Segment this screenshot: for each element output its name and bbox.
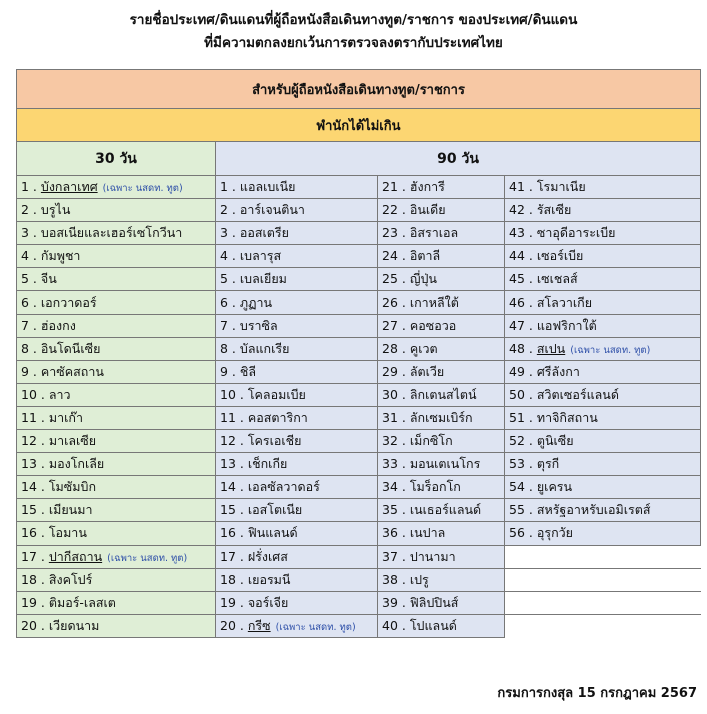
country-cell — [17, 176, 216, 199]
country-name: จอร์เจีย — [247, 594, 289, 610]
country-name: เวียดนาม — [48, 617, 100, 633]
table-row — [17, 499, 701, 522]
country-cell — [378, 383, 505, 406]
country-cell — [505, 453, 701, 476]
country-number: 34 . — [382, 479, 406, 495]
country-name: ทาจิกิสถาน — [536, 409, 598, 425]
country-name: แอลเบเนีย — [239, 179, 296, 195]
country-cell — [216, 453, 378, 476]
country-number: 12 . — [21, 433, 45, 449]
country-name: คูเวต — [409, 340, 438, 356]
country-name: สโลวาเกีย — [536, 294, 593, 310]
country-name: ฝรั่งเศส — [247, 548, 288, 564]
country-number: 36 . — [382, 525, 406, 541]
country-number: 13 . — [220, 456, 244, 472]
country-number: 16 . — [220, 525, 244, 541]
diplomatic-only-note: (เฉพาะ นสดท. ทูต) — [275, 621, 356, 633]
country-number: 18 . — [220, 571, 244, 587]
country-name: มองโกเลีย — [48, 456, 105, 472]
country-name: สหรัฐอาหรับเอมิเรตส์ — [536, 502, 651, 518]
country-cell — [216, 568, 378, 591]
country-number: 53 . — [509, 456, 533, 472]
country-cell — [17, 291, 216, 314]
country-cell — [378, 245, 505, 268]
country-number: 28 . — [382, 340, 406, 356]
country-number: 16 . — [21, 525, 45, 541]
table-row — [17, 591, 701, 614]
country-cell — [378, 222, 505, 245]
country-name: ซาอุดีอาระเบีย — [536, 225, 616, 241]
country-name: เปรู — [409, 571, 429, 587]
country-name: บรูไน — [40, 202, 71, 218]
table-row — [17, 545, 701, 568]
country-number: 43 . — [509, 225, 533, 241]
table-row — [17, 476, 701, 499]
country-name: ญี่ปุ่น — [409, 271, 437, 287]
country-number: 7 . — [220, 317, 236, 333]
country-number: 3 . — [21, 225, 37, 241]
country-number: 41 . — [509, 179, 533, 195]
country-name: คอสตาริกา — [247, 409, 308, 425]
country-cell — [378, 314, 505, 337]
country-name: ลักเซมเบิร์ก — [409, 409, 473, 425]
column-header-90-days: 90 วัน — [216, 142, 701, 176]
country-name: ลิกเตนสไตน์ — [409, 386, 477, 402]
country-number: 11 . — [21, 409, 45, 425]
country-name: ยูเครน — [536, 479, 573, 495]
country-name: โปแลนด์ — [409, 617, 457, 633]
country-name: ฟินแลนด์ — [247, 525, 298, 541]
country-number: 14 . — [21, 479, 45, 495]
country-name: คาซัคสถาน — [40, 363, 104, 379]
table-row — [17, 337, 701, 360]
country-number: 1 . — [21, 179, 37, 195]
table-row — [17, 406, 701, 429]
country-number: 42 . — [509, 202, 533, 218]
country-name: อุรุกวัย — [536, 525, 573, 541]
country-cell — [505, 222, 701, 245]
country-cell — [216, 199, 378, 222]
country-number: 3 . — [220, 225, 236, 241]
country-number: 2 . — [220, 202, 236, 218]
country-cell — [378, 199, 505, 222]
empty-cell — [505, 545, 701, 568]
country-number: 49 . — [509, 363, 533, 379]
country-cell — [17, 522, 216, 545]
country-cell — [216, 591, 378, 614]
country-number: 29 . — [382, 363, 406, 379]
country-name: สิงคโปร์ — [48, 571, 93, 587]
country-name: อินโดนีเซีย — [40, 340, 101, 356]
country-cell — [505, 476, 701, 499]
country-number: 8 . — [21, 340, 37, 356]
country-name: สวิตเซอร์แลนด์ — [536, 386, 619, 402]
country-name: อิตาลี — [409, 248, 441, 264]
country-cell — [17, 314, 216, 337]
country-cell — [378, 591, 505, 614]
country-name: โอมาน — [48, 525, 87, 541]
country-name: กรีซ — [247, 617, 271, 633]
table-row — [17, 199, 701, 222]
country-number: 33 . — [382, 456, 406, 472]
country-cell — [505, 199, 701, 222]
country-name: เอสโตเนีย — [247, 502, 303, 518]
country-number: 20 . — [21, 617, 45, 633]
country-number: 1 . — [220, 179, 236, 195]
country-cell — [17, 591, 216, 614]
country-cell — [216, 245, 378, 268]
country-name: คอซอวอ — [409, 317, 457, 333]
country-cell — [505, 337, 701, 360]
country-name: อิสราเอล — [409, 225, 459, 241]
country-number: 44 . — [509, 248, 533, 264]
country-cell — [378, 614, 505, 637]
footer-source-date: กรมการกงสุล 15 กรกฎาคม 2567 — [497, 686, 697, 701]
country-number: 13 . — [21, 456, 45, 472]
country-cell — [378, 291, 505, 314]
country-number: 35 . — [382, 502, 406, 518]
country-cell — [17, 360, 216, 383]
country-name: ฟิลิปปินส์ — [409, 594, 459, 610]
country-name: เซเชลส์ — [536, 271, 578, 287]
country-cell — [216, 268, 378, 291]
country-name: โคลอมเบีย — [247, 386, 306, 402]
country-name: รัสเซีย — [536, 202, 572, 218]
country-number: 23 . — [382, 225, 406, 241]
country-cell — [216, 430, 378, 453]
country-name: ออสเตรีย — [239, 225, 289, 241]
country-number: 4 . — [21, 248, 37, 264]
country-name: เอกวาดอร์ — [40, 294, 97, 310]
country-name: โรมาเนีย — [536, 179, 586, 195]
country-number: 10 . — [21, 386, 45, 402]
country-number: 30 . — [382, 386, 406, 402]
country-name: มอนเตเนโกร — [409, 456, 481, 472]
country-name: ภูฏาน — [239, 294, 273, 310]
country-cell — [378, 176, 505, 199]
country-name: เยอรมนี — [247, 571, 291, 587]
country-name: กัมพูชา — [40, 248, 81, 264]
country-cell — [216, 545, 378, 568]
country-cell — [378, 406, 505, 429]
country-cell — [378, 453, 505, 476]
empty-cell — [505, 614, 701, 637]
page-title-line-2: ที่มีความตกลงยกเว้นการตรวจลงตรากับประเทศไทย — [204, 35, 503, 51]
country-number: 32 . — [382, 433, 406, 449]
country-name: บัลแกเรีย — [239, 340, 290, 356]
country-cell — [17, 545, 216, 568]
country-cell — [17, 614, 216, 637]
country-cell — [17, 199, 216, 222]
country-number: 24 . — [382, 248, 406, 264]
country-cell — [505, 430, 701, 453]
country-cell — [378, 360, 505, 383]
country-cell — [216, 360, 378, 383]
country-number: 40 . — [382, 617, 406, 633]
table-row — [17, 568, 701, 591]
country-cell — [17, 245, 216, 268]
country-number: 5 . — [220, 271, 236, 287]
country-cell — [216, 406, 378, 429]
country-name: เนเธอร์แลนด์ — [409, 502, 482, 518]
table-row — [17, 360, 701, 383]
country-name: ลัตเวีย — [409, 363, 445, 379]
page-title-line-1: รายชื่อประเทศ/ดินแดนที่ผู้ถือหนังสือเดินทางทูต/ราชการ ของประเทศ/ดินแดน — [129, 12, 578, 28]
country-number: 11 . — [220, 409, 244, 425]
country-cell — [505, 268, 701, 291]
country-name: ศรีลังกา — [536, 363, 580, 379]
country-number: 7 . — [21, 317, 37, 333]
country-number: 22 . — [382, 202, 406, 218]
country-number: 15 . — [21, 502, 45, 518]
table-row — [17, 614, 701, 637]
empty-cell — [505, 591, 701, 614]
country-name: ปานามา — [409, 548, 456, 564]
country-name: โครเอเชีย — [247, 433, 302, 449]
country-cell — [17, 476, 216, 499]
country-cell — [378, 499, 505, 522]
country-name: ฮังการี — [409, 179, 445, 195]
country-name: ตุรกี — [536, 456, 560, 472]
country-number: 6 . — [220, 294, 236, 310]
country-number: 48 . — [509, 340, 533, 356]
country-name: โมร็อกโก — [409, 479, 461, 495]
country-cell — [17, 268, 216, 291]
table-row — [17, 291, 701, 314]
country-name: โมซัมบิก — [48, 479, 97, 495]
country-cell — [378, 337, 505, 360]
country-number: 38 . — [382, 571, 406, 587]
country-name: เซอร์เบีย — [536, 248, 584, 264]
country-cell — [17, 453, 216, 476]
country-cell — [17, 430, 216, 453]
country-number: 4 . — [220, 248, 236, 264]
country-name: ตูนิเซีย — [536, 433, 574, 449]
country-cell — [505, 314, 701, 337]
country-cell — [505, 291, 701, 314]
country-number: 20 . — [220, 617, 244, 633]
country-name: อาร์เจนตินา — [239, 202, 305, 218]
country-number: 19 . — [21, 594, 45, 610]
country-number: 14 . — [220, 479, 244, 495]
country-number: 52 . — [509, 433, 533, 449]
country-number: 45 . — [509, 271, 533, 287]
country-number: 19 . — [220, 594, 244, 610]
country-number: 55 . — [509, 502, 533, 518]
country-number: 39 . — [382, 594, 406, 610]
country-number: 10 . — [220, 386, 244, 402]
country-cell — [505, 383, 701, 406]
country-cell — [378, 476, 505, 499]
country-name: บอสเนียและเฮอร์เซโกวีนา — [40, 225, 183, 241]
country-name: บราซิล — [239, 317, 278, 333]
country-name: เอลซัลวาดอร์ — [247, 479, 320, 495]
table-row — [17, 314, 701, 337]
country-cell — [505, 499, 701, 522]
country-number: 21 . — [382, 179, 406, 195]
country-number: 6 . — [21, 294, 37, 310]
table-row — [17, 268, 701, 291]
country-number: 9 . — [21, 363, 37, 379]
country-name: ติมอร์-เลสเต — [48, 594, 116, 610]
country-name: แอฟริกาใต้ — [536, 317, 597, 333]
country-number: 51 . — [509, 409, 533, 425]
column-header-30-days: 30 วัน — [17, 142, 216, 176]
country-cell — [216, 222, 378, 245]
country-name: ปากีสถาน — [48, 548, 103, 564]
country-number: 27 . — [382, 317, 406, 333]
country-cell — [216, 522, 378, 545]
country-number: 56 . — [509, 525, 533, 541]
country-cell — [216, 337, 378, 360]
country-cell — [17, 568, 216, 591]
country-cell — [17, 406, 216, 429]
country-cell — [378, 430, 505, 453]
country-cell — [216, 291, 378, 314]
table-row — [17, 383, 701, 406]
country-number: 26 . — [382, 294, 406, 310]
country-name: เม็กซิโก — [409, 433, 453, 449]
country-name: จีน — [40, 271, 57, 287]
country-cell — [216, 476, 378, 499]
country-cell — [216, 176, 378, 199]
country-number: 18 . — [21, 571, 45, 587]
country-name: บังกลาเทศ — [40, 179, 98, 195]
country-cell — [17, 383, 216, 406]
table-row — [17, 245, 701, 268]
empty-cell — [505, 568, 701, 591]
diplomatic-only-note: (เฉพาะ นสดท. ทูต) — [107, 552, 188, 564]
country-number: 25 . — [382, 271, 406, 287]
country-table — [16, 69, 701, 638]
country-cell — [505, 406, 701, 429]
country-name: มาเก๊า — [48, 409, 83, 425]
country-number: 17 . — [220, 548, 244, 564]
country-name: อินเดีย — [409, 202, 446, 218]
table-row — [17, 176, 701, 199]
table-row — [17, 222, 701, 245]
country-name: เบลารุส — [239, 248, 282, 264]
header-passport-type: สำหรับผู้ถือหนังสือเดินทางทูต/ราชการ — [17, 70, 701, 109]
country-cell — [17, 337, 216, 360]
country-name: เมียนมา — [48, 502, 93, 518]
table-row — [17, 453, 701, 476]
country-name: ชิลี — [239, 363, 257, 379]
country-number: 50 . — [509, 386, 533, 402]
country-number: 54 . — [509, 479, 533, 495]
country-name: เกาหลีใต้ — [409, 294, 459, 310]
country-name: เนปาล — [409, 525, 446, 541]
country-name: เบลเยียม — [239, 271, 287, 287]
country-number: 5 . — [21, 271, 37, 287]
country-cell — [216, 499, 378, 522]
country-cell — [17, 222, 216, 245]
country-cell — [17, 499, 216, 522]
country-cell — [216, 383, 378, 406]
table-row — [17, 430, 701, 453]
diplomatic-only-note: (เฉพาะ นสดท. ทูต) — [102, 183, 183, 195]
country-number: 12 . — [220, 433, 244, 449]
country-cell — [378, 268, 505, 291]
country-cell — [378, 522, 505, 545]
country-number: 9 . — [220, 363, 236, 379]
country-number: 17 . — [21, 548, 45, 564]
country-cell — [378, 568, 505, 591]
country-name: เช็กเกีย — [247, 456, 288, 472]
country-number: 31 . — [382, 409, 406, 425]
country-name: สเปน — [536, 340, 566, 356]
country-number: 15 . — [220, 502, 244, 518]
country-number: 37 . — [382, 548, 406, 564]
country-cell — [216, 614, 378, 637]
country-number: 47 . — [509, 317, 533, 333]
country-cell — [216, 314, 378, 337]
country-name: ลาว — [48, 386, 71, 402]
header-stay-limit: พำนักได้ไม่เกิน — [17, 109, 701, 142]
country-cell — [505, 176, 701, 199]
country-number: 46 . — [509, 294, 533, 310]
diplomatic-only-note: (เฉพาะ นสดท. ทูต) — [570, 344, 651, 356]
table-row — [17, 522, 701, 545]
country-number: 2 . — [21, 202, 37, 218]
country-cell — [378, 545, 505, 568]
country-cell — [505, 522, 701, 545]
country-number: 8 . — [220, 340, 236, 356]
country-name: ฮ่องกง — [40, 317, 76, 333]
country-cell — [505, 245, 701, 268]
country-cell — [505, 360, 701, 383]
country-name: มาเลเซีย — [48, 433, 97, 449]
